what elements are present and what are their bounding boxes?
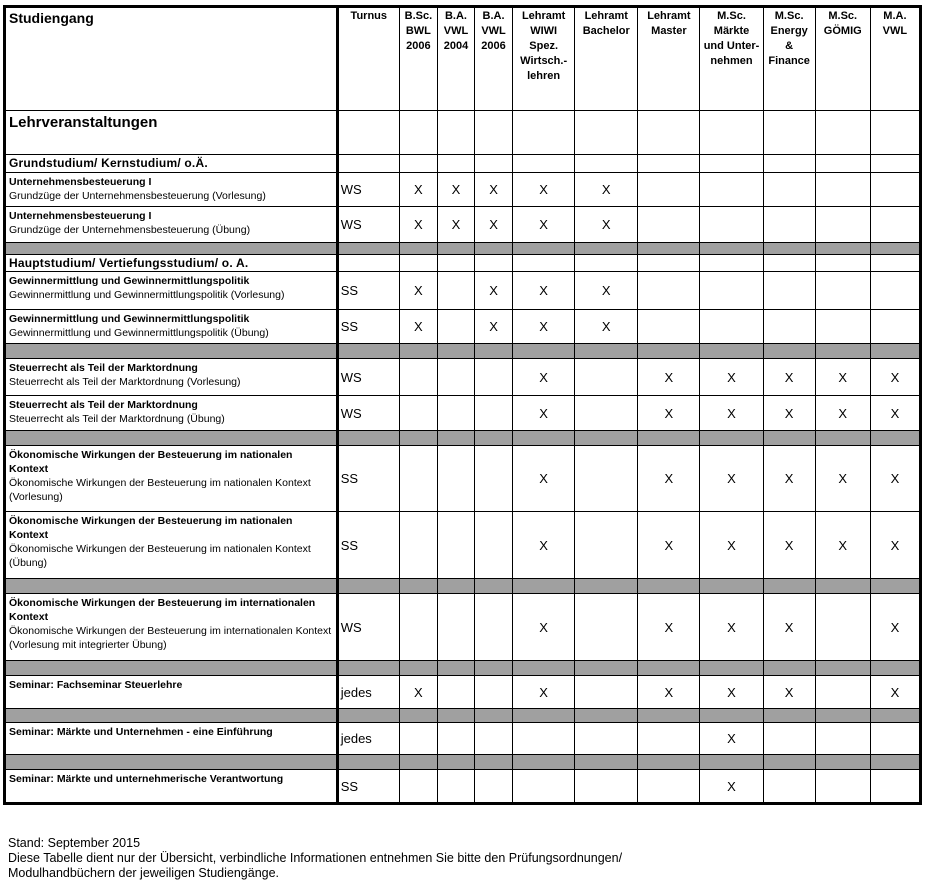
program-mark xyxy=(513,723,575,755)
program-name: M.Sc. GÖMIG xyxy=(823,10,862,37)
program-mark xyxy=(815,173,870,207)
program-mark xyxy=(399,723,437,755)
course-name-cell xyxy=(5,512,338,579)
program-mark: X xyxy=(763,512,815,579)
program-mark: X xyxy=(475,207,513,243)
program-mark: X xyxy=(399,173,437,207)
program-mark: X xyxy=(763,676,815,709)
program-mark xyxy=(700,310,763,344)
program-col-3 xyxy=(513,7,575,111)
turnus-cell: WS xyxy=(337,207,399,243)
program-mark: X xyxy=(399,207,437,243)
program-mark xyxy=(870,173,920,207)
turnus-cell: SS xyxy=(337,770,399,804)
program-mark: X xyxy=(475,173,513,207)
course-title: Unternehmensbesteuerung I xyxy=(9,210,152,222)
course-title: Ökonomische Wirkungen der Besteuerung im nationalen Kontext xyxy=(9,449,293,475)
course-row xyxy=(5,676,921,709)
program-col-0 xyxy=(399,7,437,111)
program-col-6 xyxy=(700,7,763,111)
course-program-table xyxy=(3,5,922,805)
program-mark xyxy=(815,207,870,243)
course-title: Seminar: Märkte und Unternehmen - eine Einführung xyxy=(9,726,273,738)
program-name: B.Sc. BWL 2006 xyxy=(404,10,433,52)
course-row xyxy=(5,310,921,344)
program-mark xyxy=(763,310,815,344)
program-mark xyxy=(763,723,815,755)
separator-bar xyxy=(5,344,921,359)
program-mark: X xyxy=(763,446,815,512)
program-mark xyxy=(638,272,700,310)
program-mark xyxy=(575,594,638,661)
program-mark xyxy=(399,396,437,431)
section-row-haupt xyxy=(5,255,921,272)
header-row xyxy=(5,7,921,111)
program-mark xyxy=(638,723,700,755)
program-col-7 xyxy=(763,7,815,111)
section-title-cell xyxy=(5,155,338,173)
program-mark xyxy=(399,446,437,512)
program-mark xyxy=(815,676,870,709)
section-row-grund xyxy=(5,155,921,173)
program-mark: X xyxy=(700,676,763,709)
program-name: B.A. VWL 2006 xyxy=(481,10,506,52)
program-mark: X xyxy=(870,594,920,661)
turnus-cell: WS xyxy=(337,396,399,431)
program-mark: X xyxy=(870,446,920,512)
program-mark xyxy=(638,310,700,344)
program-mark: X xyxy=(763,359,815,396)
course-name-cell xyxy=(5,272,338,310)
program-name: M.A. VWL xyxy=(882,10,908,37)
program-mark: X xyxy=(513,272,575,310)
program-mark xyxy=(437,512,474,579)
program-mark xyxy=(575,770,638,804)
program-mark xyxy=(700,272,763,310)
program-mark: X xyxy=(513,310,575,344)
program-mark: X xyxy=(700,723,763,755)
course-row xyxy=(5,207,921,243)
turnus-cell: WS xyxy=(337,594,399,661)
course-title: Steuerrecht als Teil der Marktordnung xyxy=(9,362,198,374)
turnus-cell: WS xyxy=(337,359,399,396)
program-mark: X xyxy=(700,396,763,431)
program-mark xyxy=(815,310,870,344)
turnus-cell: jedes xyxy=(337,723,399,755)
program-mark xyxy=(870,770,920,804)
program-mark: X xyxy=(475,310,513,344)
program-mark xyxy=(437,446,474,512)
program-name: Lehramt WIWI Spez. Wirtsch.- lehren xyxy=(520,10,568,82)
program-mark: X xyxy=(513,173,575,207)
program-mark xyxy=(870,207,920,243)
course-name-cell xyxy=(5,676,338,709)
course-row xyxy=(5,446,921,512)
separator-bar xyxy=(5,661,921,676)
program-mark xyxy=(575,512,638,579)
program-mark: X xyxy=(815,512,870,579)
course-subtitle: Ökonomische Wirkungen der Besteuerung im nationalen Kontext (Vorlesung) xyxy=(9,477,311,503)
program-name: Lehramt Bachelor xyxy=(582,10,630,37)
program-mark xyxy=(399,594,437,661)
program-mark: X xyxy=(575,272,638,310)
course-subtitle: Steuerrecht als Teil der Marktordnung (Übung) xyxy=(9,413,225,425)
course-name-cell xyxy=(5,173,338,207)
program-mark xyxy=(763,173,815,207)
program-mark xyxy=(700,207,763,243)
program-mark xyxy=(475,359,513,396)
program-mark: X xyxy=(870,676,920,709)
program-mark xyxy=(475,676,513,709)
program-name: Lehramt Master xyxy=(647,10,691,37)
program-mark xyxy=(399,359,437,396)
program-mark: X xyxy=(575,207,638,243)
program-mark: X xyxy=(513,207,575,243)
course-row xyxy=(5,272,921,310)
program-mark: X xyxy=(513,512,575,579)
turnus-cell: SS xyxy=(337,272,399,310)
program-mark xyxy=(638,770,700,804)
turnus-cell: SS xyxy=(337,512,399,579)
program-mark: X xyxy=(638,359,700,396)
separator-bar xyxy=(5,709,921,723)
course-name-cell xyxy=(5,594,338,661)
program-mark: X xyxy=(870,396,920,431)
program-mark: X xyxy=(700,594,763,661)
course-title: Steuerrecht als Teil der Marktordnung xyxy=(9,399,198,411)
program-mark: X xyxy=(700,770,763,804)
program-mark: X xyxy=(638,512,700,579)
program-mark: X xyxy=(700,512,763,579)
program-col-2 xyxy=(475,7,513,111)
program-mark xyxy=(700,173,763,207)
separator-bar xyxy=(5,579,921,594)
lv-title: Lehrveranstaltungen xyxy=(9,114,158,131)
program-mark xyxy=(475,396,513,431)
course-title: Ökonomische Wirkungen der Besteuerung im internationalen Kontext xyxy=(9,597,316,623)
program-mark: X xyxy=(638,594,700,661)
program-name: M.Sc. Märkte und Unter- nehmen xyxy=(703,10,760,67)
program-mark: X xyxy=(399,310,437,344)
program-name: M.Sc. Energy & Finance xyxy=(768,10,810,67)
course-name-cell xyxy=(5,446,338,512)
course-row xyxy=(5,359,921,396)
program-mark xyxy=(575,446,638,512)
program-mark xyxy=(475,446,513,512)
program-mark xyxy=(399,512,437,579)
course-title: Seminar: Märkte und unternehmerische Verantwortung xyxy=(9,773,284,785)
program-mark: X xyxy=(399,676,437,709)
program-mark xyxy=(763,770,815,804)
course-row xyxy=(5,770,921,804)
program-mark xyxy=(475,512,513,579)
course-subtitle: Gewinnermittlung und Gewinnermittlungspolitik (Übung) xyxy=(9,327,269,339)
program-mark xyxy=(815,770,870,804)
program-mark: X xyxy=(575,310,638,344)
course-title: Unternehmensbesteuerung I xyxy=(9,176,152,188)
course-subtitle: Gewinnermittlung und Gewinnermittlungspolitik (Vorlesung) xyxy=(9,289,285,301)
course-name-cell xyxy=(5,207,338,243)
program-mark xyxy=(815,594,870,661)
program-name: B.A. VWL 2004 xyxy=(443,10,469,52)
program-col-4 xyxy=(575,7,638,111)
program-mark: X xyxy=(763,396,815,431)
program-label: Studiengang xyxy=(9,10,94,26)
turnus-label: Turnus xyxy=(350,10,388,22)
program-mark: X xyxy=(513,446,575,512)
course-name-cell xyxy=(5,396,338,431)
program-mark xyxy=(437,723,474,755)
turnus-cell: SS xyxy=(337,446,399,512)
program-mark: X xyxy=(437,173,474,207)
program-mark xyxy=(638,173,700,207)
program-mark: X xyxy=(575,173,638,207)
separator-bar xyxy=(5,431,921,446)
course-name-cell xyxy=(5,359,338,396)
program-mark xyxy=(575,396,638,431)
program-mark xyxy=(437,359,474,396)
course-row xyxy=(5,594,921,661)
footer-note xyxy=(8,836,622,881)
program-mark: X xyxy=(700,359,763,396)
course-row xyxy=(5,512,921,579)
lv-row xyxy=(5,111,921,155)
course-row xyxy=(5,723,921,755)
program-mark xyxy=(815,272,870,310)
program-mark xyxy=(399,770,437,804)
footer-disclaimer-line2: Modulhandbüchern der jeweiligen Studiengänge. xyxy=(8,866,280,880)
program-mark xyxy=(870,272,920,310)
program-mark: X xyxy=(513,396,575,431)
program-mark: X xyxy=(763,594,815,661)
program-mark: X xyxy=(437,207,474,243)
program-mark xyxy=(638,207,700,243)
program-mark xyxy=(437,272,474,310)
program-mark: X xyxy=(815,446,870,512)
separator-bar xyxy=(5,243,921,255)
program-mark xyxy=(575,676,638,709)
program-mark xyxy=(475,594,513,661)
course-title: Seminar: Fachseminar Steuerlehre xyxy=(9,679,183,691)
program-col-1 xyxy=(437,7,474,111)
program-mark xyxy=(475,770,513,804)
program-mark xyxy=(763,207,815,243)
turnus-cell: SS xyxy=(337,310,399,344)
program-mark: X xyxy=(870,359,920,396)
program-mark: X xyxy=(513,594,575,661)
program-header-cell xyxy=(5,7,338,111)
course-subtitle: Grundzüge der Unternehmensbesteuerung (Vorlesung) xyxy=(9,190,266,202)
course-row xyxy=(5,396,921,431)
program-mark xyxy=(815,723,870,755)
course-subtitle: Ökonomische Wirkungen der Besteuerung im nationalen Kontext (Übung) xyxy=(9,543,311,569)
program-mark xyxy=(575,359,638,396)
program-col-5 xyxy=(638,7,700,111)
course-title: Gewinnermittlung und Gewinnermittlungspolitik xyxy=(9,275,250,287)
program-mark xyxy=(437,396,474,431)
program-mark xyxy=(437,770,474,804)
section-title-cell xyxy=(5,255,338,272)
program-mark: X xyxy=(475,272,513,310)
program-mark: X xyxy=(399,272,437,310)
program-mark xyxy=(437,594,474,661)
program-mark xyxy=(513,770,575,804)
turnus-cell: jedes xyxy=(337,676,399,709)
program-mark: X xyxy=(815,359,870,396)
program-col-8 xyxy=(815,7,870,111)
separator-bar xyxy=(5,755,921,770)
section-title: Hauptstudium/ Vertiefungsstudium/ o. A. xyxy=(9,256,249,270)
course-subtitle: Grundzüge der Unternehmensbesteuerung (Übung) xyxy=(9,224,251,236)
program-mark: X xyxy=(638,446,700,512)
course-name-cell xyxy=(5,770,338,804)
program-mark xyxy=(437,310,474,344)
course-name-cell xyxy=(5,723,338,755)
course-title: Gewinnermittlung und Gewinnermittlungspolitik xyxy=(9,313,250,325)
course-title: Ökonomische Wirkungen der Besteuerung im nationalen Kontext xyxy=(9,515,293,541)
course-row xyxy=(5,173,921,207)
program-mark xyxy=(437,676,474,709)
course-subtitle: Steuerrecht als Teil der Marktordnung (Vorlesung) xyxy=(9,376,241,388)
program-mark: X xyxy=(870,512,920,579)
program-col-9 xyxy=(870,7,920,111)
program-mark: X xyxy=(513,359,575,396)
program-mark xyxy=(475,723,513,755)
program-mark: X xyxy=(815,396,870,431)
program-mark: X xyxy=(638,396,700,431)
turnus-cell: WS xyxy=(337,173,399,207)
footer-status: Stand: September 2015 xyxy=(8,836,141,850)
program-mark: X xyxy=(700,446,763,512)
program-mark xyxy=(870,310,920,344)
program-mark xyxy=(763,272,815,310)
course-name-cell xyxy=(5,310,338,344)
lv-title-cell xyxy=(5,111,338,155)
section-title: Grundstudium/ Kernstudium/ o.Ä. xyxy=(9,156,208,170)
program-mark xyxy=(575,723,638,755)
program-mark xyxy=(870,723,920,755)
program-mark: X xyxy=(513,676,575,709)
program-mark: X xyxy=(638,676,700,709)
turnus-header-cell xyxy=(337,7,399,111)
course-subtitle: Ökonomische Wirkungen der Besteuerung im internationalen Kontext (Vorlesung mit integrierter Übung) xyxy=(9,625,332,651)
footer-disclaimer-line1: Diese Tabelle dient nur der Übersicht, verbindliche Informationen entnehmen Sie bitte den Prüfungsordnungen/ xyxy=(8,851,623,865)
